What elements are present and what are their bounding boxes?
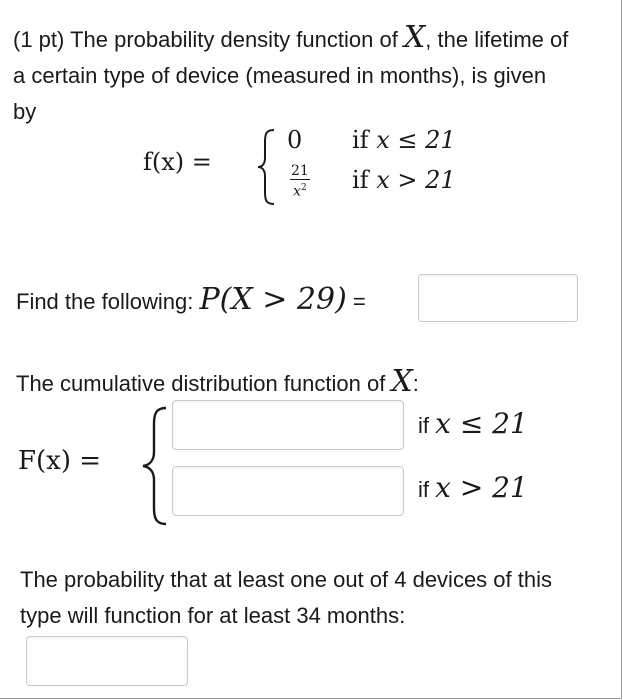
pdf-case1-condition	[352, 126, 456, 154]
pdf-case2-condition	[352, 166, 456, 194]
cdf-intro-line	[16, 362, 419, 404]
pdf-case2-den-exp: 2	[301, 183, 307, 193]
cdf-row1-expr: x ≤ 21	[435, 407, 528, 440]
pdf-case2-fraction	[290, 164, 310, 199]
cdf-row1-answer-input[interactable]	[172, 400, 404, 450]
pdf-case2-numerator: 21	[291, 163, 309, 179]
question1-line	[16, 280, 366, 322]
cdf-intro-variable: X	[391, 364, 413, 399]
question1-equals: =	[346, 289, 366, 314]
pdf-case1-value: 0	[287, 126, 303, 154]
problem-intro	[13, 20, 573, 130]
intro-text-1: (1 pt) The probability density function of	[13, 27, 404, 52]
question1-expression: P(X > 29)	[199, 282, 347, 317]
cdf-brace-icon	[140, 406, 170, 526]
cdf-lhs: F(x) =	[18, 446, 102, 476]
question3-text: The probability that at least one out of 4 devices of this type will function for at least 34 months:	[20, 567, 552, 628]
pdf-case1-expr: x ≤ 21	[376, 126, 456, 154]
pdf-lhs: f(x) =	[143, 148, 212, 176]
pdf-case2-denominator	[290, 180, 310, 199]
pdf-case1-if: if	[352, 126, 369, 154]
intro-text-2: , the lifetime of a certain type of device (measured in months), is given by	[13, 27, 569, 124]
pdf-case2-den-var: x	[293, 183, 301, 200]
pdf-case2-expr: x > 21	[376, 166, 456, 194]
question3-answer-input[interactable]	[26, 636, 188, 686]
cdf-row1-condition	[418, 406, 528, 444]
cdf-row2-answer-input[interactable]	[172, 466, 404, 516]
cdf-row2-expr: x > 21	[435, 471, 528, 504]
cdf-intro-colon: :	[412, 371, 419, 396]
cdf-row2-condition	[418, 470, 528, 508]
cdf-intro-text: The cumulative distribution function of	[16, 371, 392, 396]
intro-variable-x: X	[403, 20, 426, 55]
pdf-brace-icon	[256, 128, 278, 206]
pdf-case2-if: if	[352, 166, 369, 194]
question1-prefix: Find the following:	[16, 289, 200, 314]
cdf-row2-if: if	[418, 477, 436, 502]
cdf-row1-if: if	[418, 413, 436, 438]
question1-answer-input[interactable]	[418, 274, 578, 322]
